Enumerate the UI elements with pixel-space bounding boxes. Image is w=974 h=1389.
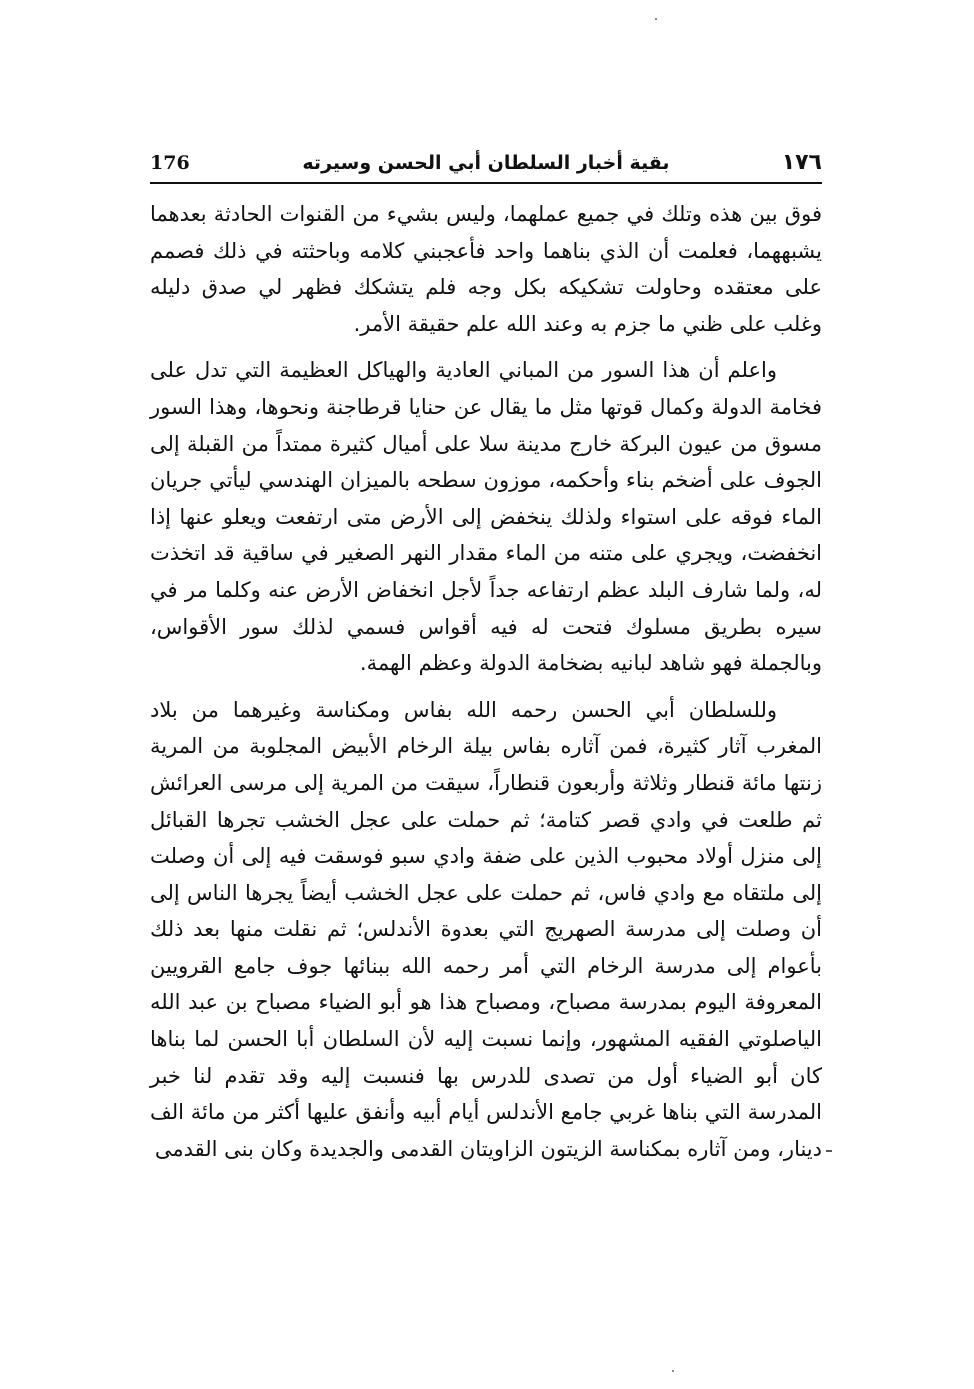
paragraph-1: فوق بين هذه وتلك في جميع عملهما، وليس بشيء من القنوات الحادثة بعدهما يشبههما، فعلمت أن الذي بناهما واحد فأعجبني كلامه وباحثته في ذلك فصمم على معتقده وحاولت تشكيكه بكل وجه فلم يتشكك فظهر لي صدق دليله وغلب على ظني ما جزم به وعند الله علم حقيقة الأمر. xyxy=(150,202,822,336)
scan-speck xyxy=(672,1370,674,1372)
page-number-western: 176 xyxy=(150,152,190,174)
margin-mark xyxy=(826,1150,832,1152)
page-number-arabic: ١٧٦ xyxy=(781,150,822,175)
page-header xyxy=(150,150,822,184)
running-title: بقية أخبار السلطان أبي الحسن وسيرته xyxy=(302,152,670,174)
paragraph-2: واعلم أن هذا السور من المباني العادية والهياكل العظيمة التي تدل على فخامة الدولة وكمال قوتها مثل ما يقال عن حنايا قرطاجنة ونحوها، وهذا السور مسوق من عيون البركة خارج مدينة سلا على أميال كثيرة ممتداً من القبلة إلى الجوف على أضخم بناء وأحكمه، موزون سطحه بالميزان الهندسي ليأتي جريان الماء فوقه على استواء ولذلك ينخفض إلى الأرض متى ارتفعت ويعلو عنها إذا انخفضت، ويجري على متنه من الماء مقدار النهر الصغير في ساقية قد اتخذت له، ولما شارف البلد عظم ارتفاعه جداً لأجل انخفاض الأرض عنه وكلما مر في سيره بطريق مسلوك فتحت له فيه أقواس فسمي لذلك سور الأقواس، وبالجملة فهو شاهد لبانيه بضخامة الدولة وعظم الهمة. xyxy=(150,358,822,676)
scan-speck xyxy=(655,18,657,20)
body-text xyxy=(150,196,822,1167)
paragraph-3: وللسلطان أبي الحسن رحمه الله بفاس ومكناسة وغيرهما من بلاد المغرب آثار كثيرة، فمن آثاره بفاس بيلة الرخام الأبيض المجلوبة من المرية زنتها مائة قنطار وثلاثة وأربعون قنطاراً، سيقت من المرية إلى مرسى العرائش ثم طلعت في وادي قصر كتامة؛ ثم حملت على عجل الخشب تجرها القبائل إلى منزل أولاد محبوب الذين على ضفة وادي سبو فوسقت فيه إلى أن وصلت إلى ملتقاه مع وادي فاس، ثم حملت على عجل الخشب أيضاً يجرها الناس إلى أن وصلت إلى مدرسة الصهريج التي بعدوة الأندلس؛ ثم نقلت منها بعد ذلك بأعوام إلى مدرسة الرخام التي أمر رحمه الله ببنائها جوف جامع القرويين المعروفة اليوم بمدرسة مصباح، ومصباح هذا هو أبو الضياء مصباح بن عبد الله الياصلوتي الفقيه المشهور، وإنما نسبت إليه لأن السلطان أبا الحسن لما بناها كان أبو الضياء أول من تصدى للدرس بها فنسبت إليه وقد تقدم لنا خبر المدرسة التي بناها غربي جامع الأندلس أيام أبيه وأنفق عليها أكثر من مائة الف دينار، ومن آثاره بمكناسة الزيتون الزاويتان القدمى والجديدة وكان بنى القدمى xyxy=(150,697,822,1161)
